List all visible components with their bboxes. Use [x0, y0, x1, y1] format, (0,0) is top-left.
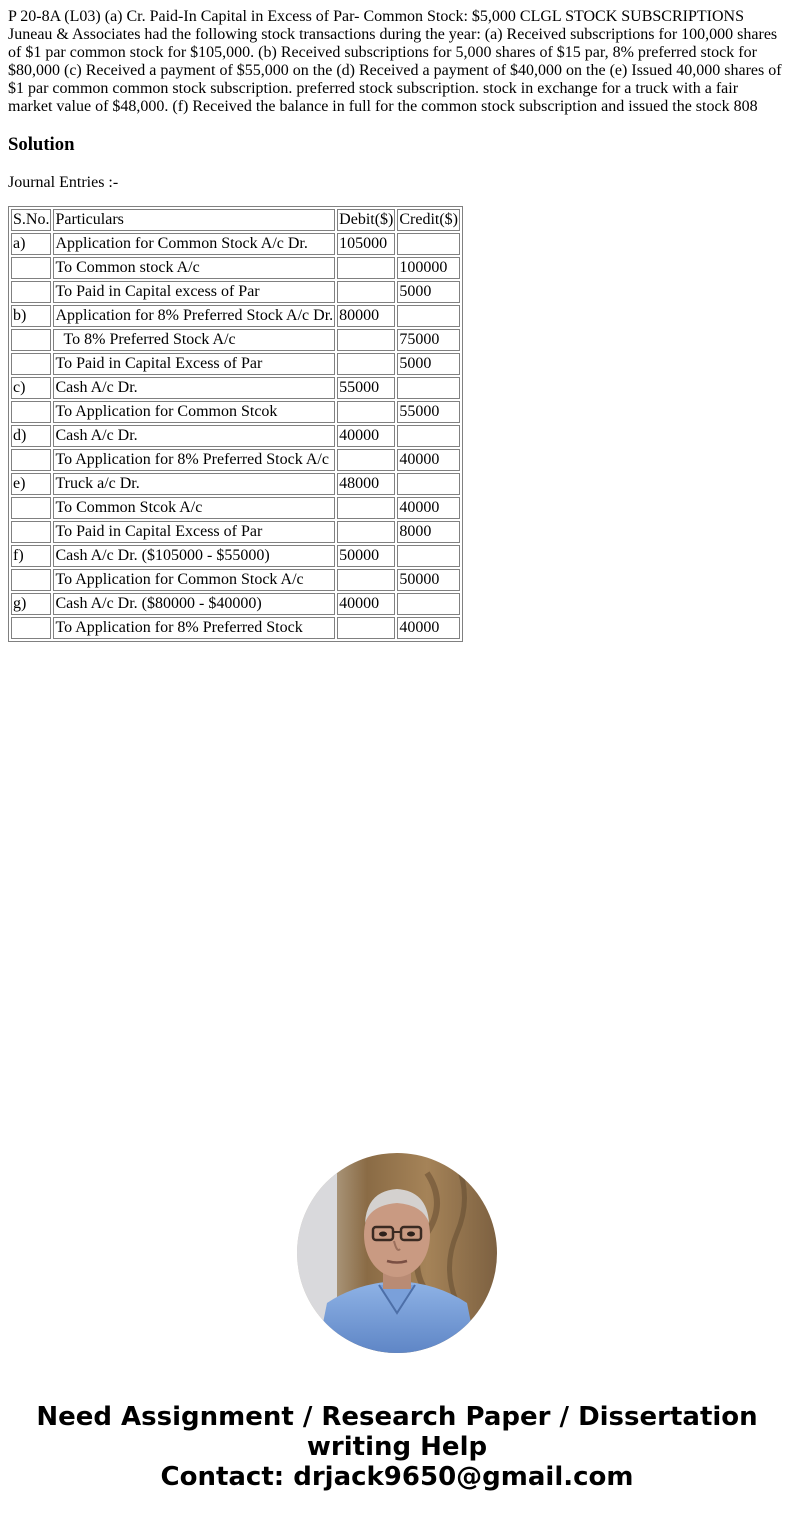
footer-line-2: writing Help	[306, 1432, 488, 1462]
cell-particulars: To Common Stcok A/c	[53, 497, 335, 519]
cell-debit	[337, 281, 395, 303]
cell-credit	[397, 233, 460, 255]
cell-debit	[337, 521, 395, 543]
journal-entry-row	[11, 473, 460, 495]
cell-particulars: To Application for Common Stcok	[53, 401, 335, 423]
cell-debit	[337, 449, 395, 471]
footer-line-1: Need Assignment / Research Paper / Dissertation	[36, 1402, 758, 1432]
journal-entry-row	[11, 449, 460, 471]
cell-sno	[11, 281, 51, 303]
cell-credit: 5000	[397, 353, 460, 375]
journal-entry-row	[11, 353, 460, 375]
cell-particulars: Cash A/c Dr. ($105000 - $55000)	[53, 545, 335, 567]
cell-credit	[397, 425, 460, 447]
cell-particulars: Cash A/c Dr.	[53, 377, 335, 399]
header-debit: Debit($)	[337, 209, 395, 231]
header-sno: S.No.	[11, 209, 51, 231]
cell-sno	[11, 617, 51, 639]
cell-particulars: To 8% Preferred Stock A/c	[53, 329, 335, 351]
cell-particulars: To Application for Common Stock A/c	[53, 569, 335, 591]
journal-entry-row	[11, 377, 460, 399]
cell-credit	[397, 593, 460, 615]
header-credit: Credit($)	[397, 209, 460, 231]
cell-particulars: Truck a/c Dr.	[53, 473, 335, 495]
cell-sno: b)	[11, 305, 51, 327]
cell-credit: 55000	[397, 401, 460, 423]
journal-entry-row	[11, 617, 460, 639]
cell-sno	[11, 569, 51, 591]
journal-entries-heading: Journal Entries :-	[8, 174, 119, 191]
cell-debit: 40000	[337, 593, 395, 615]
cell-particulars: Application for 8% Preferred Stock A/c Dr.	[53, 305, 335, 327]
cell-particulars: Application for Common Stock A/c Dr.	[53, 233, 335, 255]
journal-entry-row	[11, 497, 460, 519]
author-avatar-photo	[297, 1153, 497, 1353]
cell-sno: f)	[11, 545, 51, 567]
cell-credit: 40000	[397, 617, 460, 639]
cell-debit: 105000	[337, 233, 395, 255]
cell-credit: 8000	[397, 521, 460, 543]
journal-entry-row	[11, 425, 460, 447]
journal-table-body	[11, 209, 460, 639]
cell-particulars: To Application for 8% Preferred Stock	[53, 617, 335, 639]
cell-debit: 48000	[337, 473, 395, 495]
cell-sno: d)	[11, 425, 51, 447]
journal-entry-row	[11, 329, 460, 351]
journal-entry-row	[11, 569, 460, 591]
cell-particulars: To Application for 8% Preferred Stock A/c	[53, 449, 335, 471]
cell-sno: a)	[11, 233, 51, 255]
cell-particulars: Cash A/c Dr.	[53, 425, 335, 447]
cell-sno: e)	[11, 473, 51, 495]
journal-table	[8, 206, 463, 642]
cell-particulars: Cash A/c Dr. ($80000 - $40000)	[53, 593, 335, 615]
cell-sno	[11, 521, 51, 543]
cell-sno	[11, 329, 51, 351]
cell-sno	[11, 353, 51, 375]
cell-debit	[337, 401, 395, 423]
cell-debit	[337, 569, 395, 591]
journal-entry-row	[11, 281, 460, 303]
solution-heading: Solution	[8, 134, 75, 155]
cell-credit: 100000	[397, 257, 460, 279]
cell-debit	[337, 257, 395, 279]
journal-entry-row	[11, 233, 460, 255]
cell-credit: 5000	[397, 281, 460, 303]
cell-particulars: To Paid in Capital Excess of Par	[53, 521, 335, 543]
cell-debit: 50000	[337, 545, 395, 567]
cell-debit	[337, 329, 395, 351]
footer-contact-line: Contact: drjack9650@gmail.com	[160, 1462, 634, 1492]
cell-credit	[397, 545, 460, 567]
author-portrait-image	[297, 1153, 497, 1353]
journal-entry-row	[11, 401, 460, 423]
cell-debit: 40000	[337, 425, 395, 447]
document-body	[0, 0, 794, 642]
footer-promo	[0, 1402, 794, 1492]
cell-credit	[397, 305, 460, 327]
journal-entry-row	[11, 593, 460, 615]
header-particulars: Particulars	[53, 209, 335, 231]
problem-statement: P 20-8A (L03) (a) Cr. Paid-In Capital in Excess of Par- Common Stock: $5,000 CLGL STOCK SUBSCRIPTIONS Juneau & Associates had the following stock transactions during the year: (a) Received subscriptions for 100,000 shares of $1 par common stock for $105,000. (b) Received subscriptions for 5,000 shares of $15 par, 8% preferred stock for $80,000 (c) Received a payment of $55,000 on the (d) Received a payment of $40,000 on the (e) Issued 40,000 shares of $1 par common common stock subscription. preferred stock subscription. stock in exchange for a truck with a fair market value of $48,000. (f) Received the balance in full for the common stock subscription and issued the stock 808	[8, 8, 782, 115]
cell-debit: 55000	[337, 377, 395, 399]
journal-header-row	[11, 209, 460, 231]
journal-entry-row	[11, 305, 460, 327]
journal-entry-row	[11, 521, 460, 543]
cell-particulars: To Paid in Capital excess of Par	[53, 281, 335, 303]
cell-sno: c)	[11, 377, 51, 399]
cell-debit	[337, 353, 395, 375]
cell-credit	[397, 473, 460, 495]
cell-sno	[11, 497, 51, 519]
journal-entry-row	[11, 545, 460, 567]
cell-credit: 40000	[397, 497, 460, 519]
cell-sno	[11, 257, 51, 279]
cell-debit	[337, 617, 395, 639]
cell-debit	[337, 497, 395, 519]
cell-particulars: To Paid in Capital Excess of Par	[53, 353, 335, 375]
cell-credit: 50000	[397, 569, 460, 591]
cell-credit: 40000	[397, 449, 460, 471]
journal-entry-row	[11, 257, 460, 279]
cell-debit: 80000	[337, 305, 395, 327]
cell-sno	[11, 401, 51, 423]
cell-sno: g)	[11, 593, 51, 615]
cell-credit: 75000	[397, 329, 460, 351]
cell-particulars: To Common stock A/c	[53, 257, 335, 279]
cell-credit	[397, 377, 460, 399]
cell-sno	[11, 449, 51, 471]
